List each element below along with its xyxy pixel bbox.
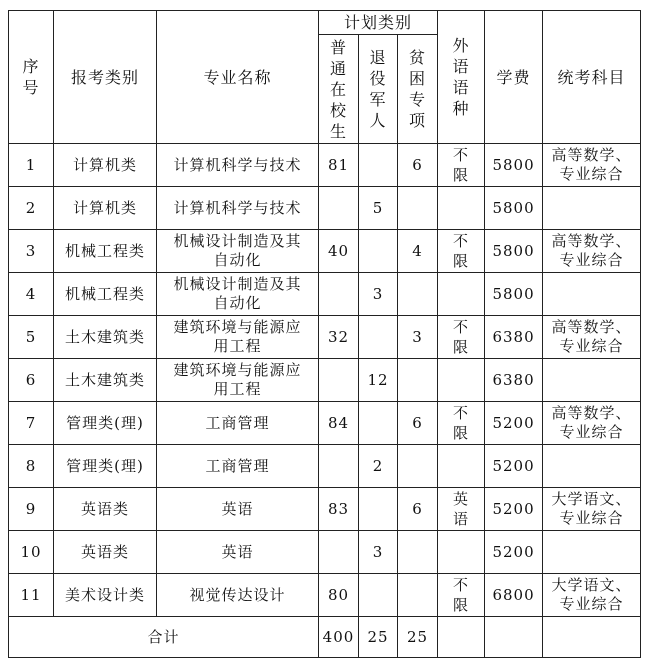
cell-veteran: 5 bbox=[359, 187, 398, 230]
cell-language: 英语 bbox=[438, 488, 485, 531]
header-plan-veteran: 退役军人 bbox=[359, 35, 398, 144]
cell-no: 7 bbox=[9, 402, 54, 445]
cell-category: 英语类 bbox=[54, 488, 157, 531]
cell-major: 计算机科学与技术 bbox=[157, 187, 319, 230]
cell-no: 10 bbox=[9, 531, 54, 574]
cell-veteran: 3 bbox=[359, 273, 398, 316]
table-row bbox=[9, 144, 641, 187]
table-row bbox=[9, 230, 641, 273]
cell-no: 5 bbox=[9, 316, 54, 359]
cell-poverty bbox=[398, 445, 438, 488]
cell-tuition: 5800 bbox=[485, 230, 543, 273]
total-exam bbox=[543, 617, 641, 658]
cell-no: 3 bbox=[9, 230, 54, 273]
cell-category: 管理类(理) bbox=[54, 402, 157, 445]
cell-exam bbox=[543, 273, 641, 316]
cell-poverty bbox=[398, 273, 438, 316]
cell-category: 英语类 bbox=[54, 531, 157, 574]
cell-veteran bbox=[359, 144, 398, 187]
cell-no: 9 bbox=[9, 488, 54, 531]
cell-regular bbox=[319, 187, 359, 230]
cell-regular: 81 bbox=[319, 144, 359, 187]
cell-exam: 高等数学、专业综合 bbox=[543, 402, 641, 445]
cell-major: 工商管理 bbox=[157, 445, 319, 488]
cell-category: 机械工程类 bbox=[54, 273, 157, 316]
cell-language: 不限 bbox=[438, 144, 485, 187]
cell-regular: 80 bbox=[319, 574, 359, 617]
cell-tuition: 5800 bbox=[485, 144, 543, 187]
cell-regular: 40 bbox=[319, 230, 359, 273]
cell-tuition: 5200 bbox=[485, 488, 543, 531]
cell-exam bbox=[543, 187, 641, 230]
cell-poverty: 6 bbox=[398, 144, 438, 187]
cell-veteran bbox=[359, 402, 398, 445]
total-poverty: 25 bbox=[398, 617, 438, 658]
cell-veteran bbox=[359, 316, 398, 359]
table-row bbox=[9, 402, 641, 445]
cell-no: 1 bbox=[9, 144, 54, 187]
cell-no: 2 bbox=[9, 187, 54, 230]
cell-language bbox=[438, 187, 485, 230]
cell-poverty: 3 bbox=[398, 316, 438, 359]
table-row bbox=[9, 531, 641, 574]
total-row bbox=[9, 617, 641, 658]
cell-regular: 84 bbox=[319, 402, 359, 445]
cell-regular bbox=[319, 445, 359, 488]
cell-category: 计算机类 bbox=[54, 187, 157, 230]
cell-major: 视觉传达设计 bbox=[157, 574, 319, 617]
cell-language bbox=[438, 273, 485, 316]
cell-language bbox=[438, 359, 485, 402]
cell-regular bbox=[319, 273, 359, 316]
cell-category: 美术设计类 bbox=[54, 574, 157, 617]
table-row bbox=[9, 359, 641, 402]
cell-veteran: 3 bbox=[359, 531, 398, 574]
cell-tuition: 5800 bbox=[485, 187, 543, 230]
cell-poverty bbox=[398, 531, 438, 574]
cell-exam: 高等数学、专业综合 bbox=[543, 144, 641, 187]
header-plan-group: 计划类别 bbox=[319, 11, 438, 35]
enrollment-plan-table bbox=[8, 10, 641, 658]
cell-category: 机械工程类 bbox=[54, 230, 157, 273]
header-plan-regular: 普通在校生 bbox=[319, 35, 359, 144]
cell-exam: 高等数学、专业综合 bbox=[543, 316, 641, 359]
cell-poverty: 6 bbox=[398, 488, 438, 531]
total-label: 合计 bbox=[9, 617, 319, 658]
cell-major: 建筑环境与能源应用工程 bbox=[157, 359, 319, 402]
cell-tuition: 5200 bbox=[485, 531, 543, 574]
header-category: 报考类别 bbox=[54, 11, 157, 144]
total-regular: 400 bbox=[319, 617, 359, 658]
table-row bbox=[9, 574, 641, 617]
cell-category: 土木建筑类 bbox=[54, 359, 157, 402]
cell-tuition: 5200 bbox=[485, 445, 543, 488]
table-row bbox=[9, 273, 641, 316]
cell-exam bbox=[543, 445, 641, 488]
cell-major: 英语 bbox=[157, 531, 319, 574]
cell-regular: 83 bbox=[319, 488, 359, 531]
cell-exam: 大学语文、专业综合 bbox=[543, 574, 641, 617]
cell-regular: 32 bbox=[319, 316, 359, 359]
cell-poverty: 4 bbox=[398, 230, 438, 273]
cell-major: 机械设计制造及其自动化 bbox=[157, 230, 319, 273]
cell-veteran: 12 bbox=[359, 359, 398, 402]
cell-language bbox=[438, 445, 485, 488]
cell-exam bbox=[543, 359, 641, 402]
cell-regular bbox=[319, 531, 359, 574]
cell-veteran bbox=[359, 574, 398, 617]
cell-no: 8 bbox=[9, 445, 54, 488]
table-row bbox=[9, 187, 641, 230]
cell-category: 计算机类 bbox=[54, 144, 157, 187]
cell-exam: 高等数学、专业综合 bbox=[543, 230, 641, 273]
cell-tuition: 5200 bbox=[485, 402, 543, 445]
header-tuition: 学费 bbox=[485, 11, 543, 144]
cell-major: 英语 bbox=[157, 488, 319, 531]
cell-category: 土木建筑类 bbox=[54, 316, 157, 359]
table-row bbox=[9, 316, 641, 359]
cell-tuition: 6800 bbox=[485, 574, 543, 617]
cell-veteran bbox=[359, 488, 398, 531]
total-language bbox=[438, 617, 485, 658]
cell-poverty bbox=[398, 359, 438, 402]
header-no: 序号 bbox=[9, 11, 54, 144]
cell-major: 工商管理 bbox=[157, 402, 319, 445]
cell-no: 6 bbox=[9, 359, 54, 402]
table-row bbox=[9, 445, 641, 488]
cell-no: 11 bbox=[9, 574, 54, 617]
cell-poverty: 6 bbox=[398, 402, 438, 445]
header-language: 外语语种 bbox=[438, 11, 485, 144]
cell-veteran bbox=[359, 230, 398, 273]
table-row bbox=[9, 488, 641, 531]
cell-no: 4 bbox=[9, 273, 54, 316]
cell-exam: 大学语文、专业综合 bbox=[543, 488, 641, 531]
cell-regular bbox=[319, 359, 359, 402]
cell-exam bbox=[543, 531, 641, 574]
header-major: 专业名称 bbox=[157, 11, 319, 144]
cell-language: 不限 bbox=[438, 574, 485, 617]
header-exam: 统考科目 bbox=[543, 11, 641, 144]
header-plan-poverty: 贫困专项 bbox=[398, 35, 438, 144]
total-veteran: 25 bbox=[359, 617, 398, 658]
cell-language: 不限 bbox=[438, 230, 485, 273]
cell-poverty bbox=[398, 187, 438, 230]
cell-tuition: 5800 bbox=[485, 273, 543, 316]
cell-language bbox=[438, 531, 485, 574]
cell-tuition: 6380 bbox=[485, 316, 543, 359]
cell-major: 计算机科学与技术 bbox=[157, 144, 319, 187]
cell-major: 机械设计制造及其自动化 bbox=[157, 273, 319, 316]
cell-tuition: 6380 bbox=[485, 359, 543, 402]
total-tuition bbox=[485, 617, 543, 658]
cell-category: 管理类(理) bbox=[54, 445, 157, 488]
cell-poverty bbox=[398, 574, 438, 617]
cell-major: 建筑环境与能源应用工程 bbox=[157, 316, 319, 359]
cell-language: 不限 bbox=[438, 316, 485, 359]
cell-language: 不限 bbox=[438, 402, 485, 445]
cell-veteran: 2 bbox=[359, 445, 398, 488]
